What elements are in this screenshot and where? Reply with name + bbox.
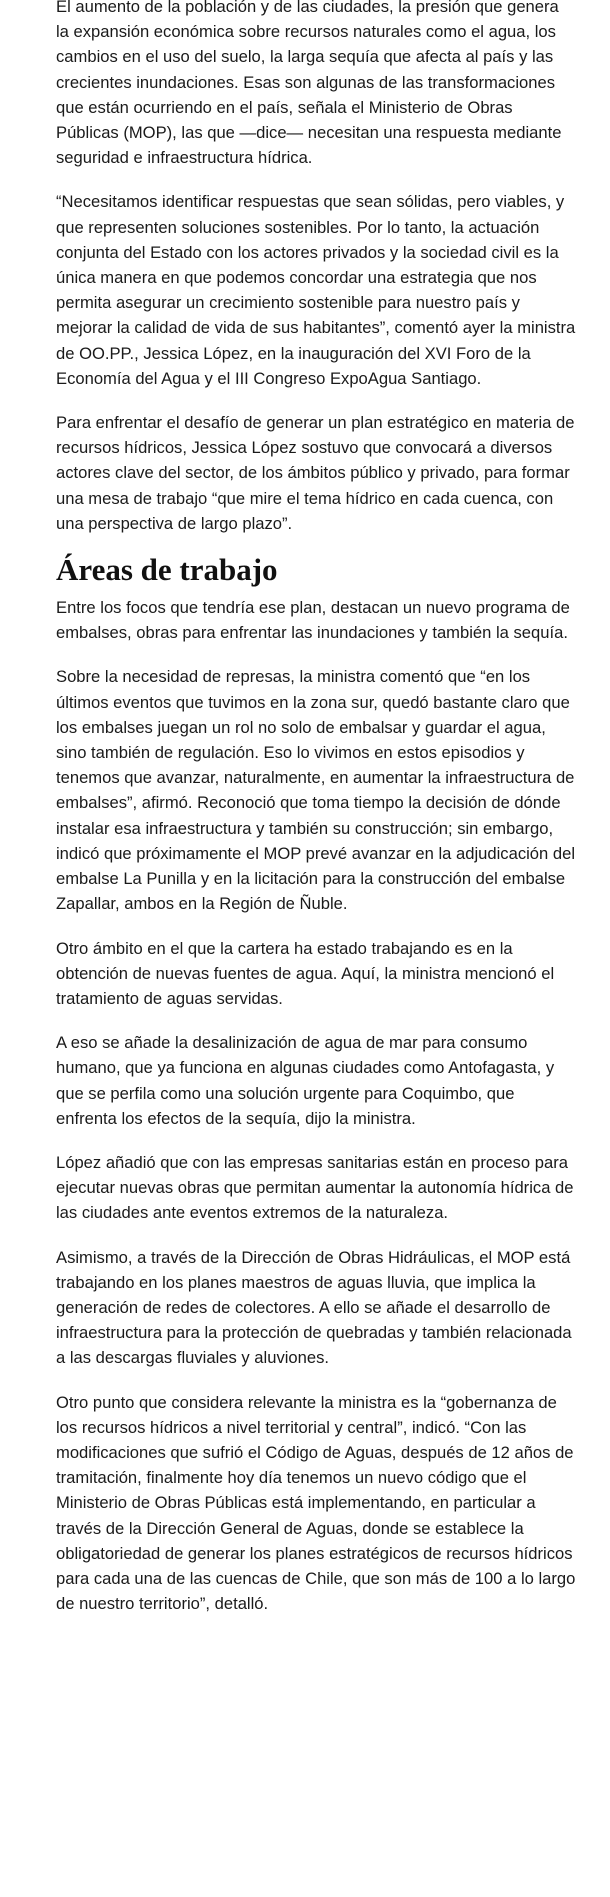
paragraph-intro-2: “Necesitamos identificar respuestas que sean sólidas, pero viables, y que representen soluciones sostenibles. Por lo tanto, la actuación conjunta del Estado con los actores privados y la sociedad civil es la única manera en que podemos concordar una estrategia que nos permita asegurar un crecimiento sostenible para nuestro país y mejorar la calidad de vida de sus habitantes”, comentó ayer la ministra de OO.PP., Jessica López, en la inauguración del XVI Foro de la Economía del Agua y el III Congreso ExpoAgua Santiago. [56,192,576,388]
paragraph-section-5: López añadió que con las empresas sanitarias están en proceso para ejecutar nuevas obras que permitan aumentar la autonomía hídrica de las ciudades ante eventos extremos de la naturaleza. [56,1152,574,1223]
paragraph-section-2: Sobre la necesidad de represas, la ministra comentó que “en los últimos eventos que tuvimos en la zona sur, quedó bastante claro que los embalses juegan un rol no solo de embalsar y guardar el agua, sino también de regulación. Eso lo vivimos en estos episodios y tenemos que avanzar, naturalmente, en aumentar la infraestructura de embalses”, afirmó. Reconoció que toma tiempo la decisión de dónde instalar esa infraestructura y también su construcción; sin embargo, indicó que próximamente el MOP prevé avanzar en la adjudicación del embalse La Punilla y en la licitación para la construcción del embalse Zapallar, ambos en la Región de Ñuble. [56,667,576,914]
paragraph-intro-3: Para enfrentar el desafío de generar un plan estratégico en materia de recursos hídricos, Jessica López sostuvo que convocará a diversos actores clave del sector, de los ámbitos público y privado, para formar una mesa de trabajo “que mire el tema hídrico en cada cuenca, con una perspectiva de largo plazo”. [56,413,575,533]
paragraph-intro-1: El aumento de la población y de las ciudades, la presión que genera la expansión económica sobre recursos naturales como el agua, los cambios en el uso del suelo, la larga sequía que afecta al país y las crecientes inundaciones. Esas son algunas de las transformaciones que están ocurriendo en el país, señala el Ministerio de Obras Públicas (MOP), las que —dice— necesitan una respuesta mediante seguridad e infraestructura hídrica. [56,0,562,168]
paragraph-section-3: Otro ámbito en el que la cartera ha estado trabajando es en la obtención de nuevas fuentes de agua. Aquí, la ministra mencionó el tratamiento de aguas servidas. [56,938,555,1008]
paragraph-section-7: Otro punto que considera relevante la ministra es la “gobernanza de los recursos hídricos a nivel territorial y central”, indicó. “Con las modificaciones que sufrió el Código de Aguas, después de 12 años de tramitación, finalmente hoy día tenemos un nuevo código que el Ministerio de Obras Públicas está implementando, en particular a través de la Dirección General de Aguas, donde se establece la obligatoriedad de generar los planes estratégicos de recursos hídricos para cada una de las cuencas de Chile, que son más de 100 a lo largo de nuestro territorio”, detalló. [56,1392,576,1614]
article-body [56,0,576,1641]
paragraph-section-6: Asimismo, a través de la Dirección de Obras Hidráulicas, el MOP está trabajando en los planes maestros de aguas lluvia, que implica la generación de redes de colectores. A ello se añade el desarrollo de infraestructura para la protección de quebradas y también relacionada a las descargas fluviales y aluviones. [56,1247,572,1368]
section-heading: Áreas de trabajo [56,552,278,588]
paragraph-section-1: Entre los focos que tendría ese plan, destacan un nuevo programa de embalses, obras para enfrentar las inundaciones y también la sequía. [56,598,570,643]
paragraph-section-4: A eso se añade la desalinización de agua de mar para consumo humano, que ya funciona en algunas ciudades como Antofagasta, y que se perfila como una solución urgente para Coquimbo, que enfrenta los efectos de la sequía, dijo la ministra. [56,1033,555,1128]
